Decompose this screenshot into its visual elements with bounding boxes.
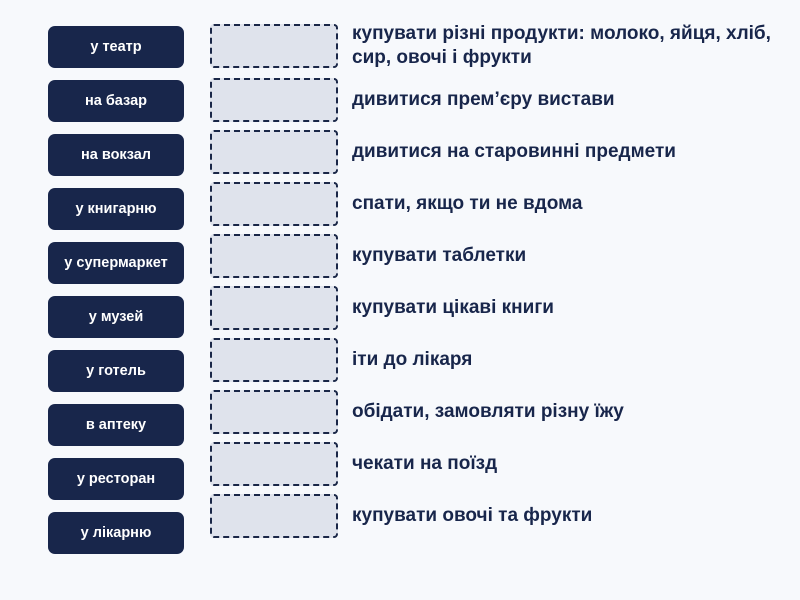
draggable-chip-u-hotel[interactable]: у готель	[48, 350, 184, 392]
dropzone-4[interactable]	[210, 182, 338, 226]
answer-text-4: спати, якщо ти не вдома	[352, 192, 583, 214]
dropzone-6[interactable]	[210, 286, 338, 330]
dropzone-10[interactable]	[210, 494, 338, 538]
answer-text-10: купувати овочі та фрукти	[352, 504, 593, 526]
dropzone-2[interactable]	[210, 78, 338, 122]
dropzone-3[interactable]	[210, 130, 338, 174]
answer-text-6: купувати цікаві книги	[352, 296, 554, 318]
draggable-chip-list	[48, 26, 184, 566]
answer-text-5: купувати таблетки	[352, 244, 527, 266]
match-row	[210, 78, 800, 122]
draggable-chip-u-knyharnyu[interactable]: у книгарню	[48, 188, 184, 230]
match-row	[210, 22, 800, 70]
draggable-chip-u-supermarket[interactable]: у супермаркет	[48, 242, 184, 284]
answer-text-2: дивитися прем’єру вистави	[352, 88, 615, 110]
answer-text-1: купувати різні продукти: молоко, яйця, хліб, сир, овочі і фрукти	[352, 23, 771, 68]
match-row	[210, 442, 800, 486]
match-row	[210, 494, 800, 538]
draggable-chip-u-restoran[interactable]: у ресторан	[48, 458, 184, 500]
draggable-chip-na-bazar[interactable]: на базар	[48, 80, 184, 122]
dropzone-1[interactable]	[210, 24, 338, 68]
dropzone-9[interactable]	[210, 442, 338, 486]
answer-text-8: обідати, замовляти різну їжу	[352, 400, 624, 422]
draggable-chip-u-muzei[interactable]: у музей	[48, 296, 184, 338]
match-row	[210, 286, 800, 330]
draggable-chip-na-vokzal[interactable]: на вокзал	[48, 134, 184, 176]
match-rows	[210, 22, 800, 546]
dropzone-7[interactable]	[210, 338, 338, 382]
dropzone-8[interactable]	[210, 390, 338, 434]
draggable-chip-v-apteku[interactable]: в аптеку	[48, 404, 184, 446]
answer-text-9: чекати на поїзд	[352, 452, 498, 474]
match-row	[210, 338, 800, 382]
dropzone-5[interactable]	[210, 234, 338, 278]
match-row	[210, 182, 800, 226]
match-row	[210, 130, 800, 174]
match-row	[210, 390, 800, 434]
answer-text-3: дивитися на старовинні предмети	[352, 140, 676, 162]
answer-text-7: іти до лікаря	[352, 348, 473, 370]
draggable-chip-u-likarnyu[interactable]: у лікарню	[48, 512, 184, 554]
match-row	[210, 234, 800, 278]
draggable-chip-u-teatr[interactable]: у театр	[48, 26, 184, 68]
